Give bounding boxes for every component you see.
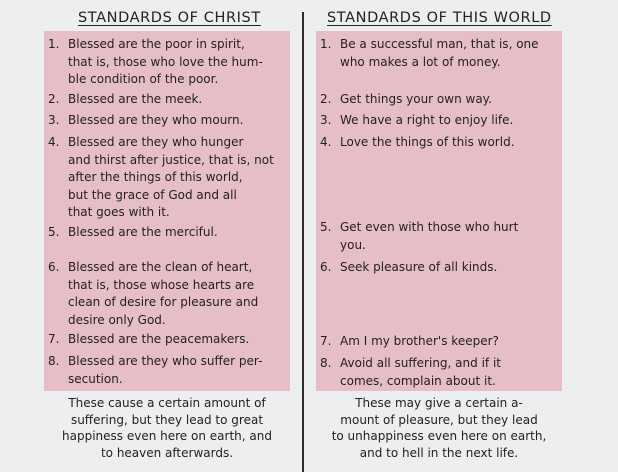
item-text-line: Be a successful man, that is, one [340, 37, 539, 51]
footer-line: These cause a certain amount of [68, 396, 266, 410]
item-number: 7. [320, 334, 332, 348]
item-number: 5. [320, 220, 332, 234]
item-text-line: Avoid all suffering, and if it [340, 356, 501, 370]
item-text-line: Seek pleasure of all kinds. [340, 260, 498, 274]
item-text-line: ble condition of the poor. [68, 72, 219, 86]
item-text-line: Get even with those who hurt [340, 220, 519, 234]
list-item [320, 91, 492, 109]
list-item [320, 333, 499, 351]
item-number: 3. [320, 113, 332, 127]
item-text-line: Blessed are the meek. [68, 92, 203, 106]
item-number: 2. [320, 92, 332, 106]
footer-line: happiness even here on earth, and [62, 429, 272, 443]
list-item [320, 355, 501, 390]
item-number: 4. [320, 135, 332, 149]
item-text-line: Blessed are they who hunger [68, 135, 244, 149]
item-text-line: clean of desire for pleasure and [68, 295, 259, 309]
list-item [48, 91, 202, 109]
list-item [320, 36, 539, 71]
item-text-line: Blessed are the merciful. [68, 225, 218, 239]
footer-line: to unhappiness even here on earth, [331, 429, 547, 443]
footer-line: suffering, but they lead to great [70, 412, 264, 427]
item-text-line: after the things of this world, [68, 170, 243, 184]
list-item [320, 112, 513, 130]
list-item [48, 224, 218, 242]
item-text-line: Am I my brother's keeper? [340, 334, 499, 348]
item-number: 6. [48, 260, 60, 274]
item-text-line: that is, those whose hearts are [68, 277, 255, 292]
item-number: 1. [48, 37, 60, 51]
item-text-line: desire only God. [68, 312, 166, 327]
list-item [48, 353, 262, 388]
item-number: 3. [48, 113, 60, 127]
item-text-line: but the grace of God and all [68, 187, 237, 202]
item-text-line: We have a right to enjoy life. [340, 113, 514, 127]
item-text-line: Blessed are the peacemakers. [68, 332, 250, 346]
item-text-line: that goes with it. [68, 205, 170, 219]
footer-line: These may give a certain a- [355, 396, 523, 410]
column-divider [302, 12, 304, 472]
list-item [48, 331, 249, 349]
item-text-line: secution. [68, 371, 123, 386]
item-number: 6. [320, 260, 332, 274]
right-footer-summary [316, 395, 562, 461]
item-text-line: Blessed are the clean of heart, [68, 260, 253, 274]
item-text-line: Blessed are the poor in spirit, [68, 37, 245, 51]
item-number: 8. [320, 356, 332, 370]
list-item [320, 134, 515, 152]
list-item [48, 36, 263, 89]
item-text-line: you. [340, 237, 366, 252]
item-number: 5. [48, 225, 60, 239]
item-text-line: who makes a lot of money. [340, 54, 501, 69]
item-text-line: Love the things of this world. [340, 135, 515, 149]
item-text-line: Get things your own way. [340, 92, 492, 106]
item-text-line: and thirst after justice, that is, not [68, 152, 274, 167]
footer-line: to heaven afterwards. [100, 445, 234, 460]
list-item [320, 219, 518, 254]
footer-line: and to hell in the next life. [359, 445, 519, 460]
item-text-line: Blessed are they who suffer per- [68, 354, 263, 368]
item-text-line: comes, complain about it. [340, 373, 496, 388]
list-item [48, 259, 258, 329]
left-column-header: STANDARDS OF CHRIST [78, 10, 261, 26]
item-number: 8. [48, 354, 60, 368]
right-column-header: STANDARDS OF THIS WORLD [327, 10, 552, 26]
item-number: 1. [320, 37, 332, 51]
list-item [320, 259, 497, 277]
item-text-line: that is, those who love the hum- [68, 54, 263, 69]
item-number: 4. [48, 135, 60, 149]
list-item [48, 112, 243, 130]
footer-line: mount of pleasure, but they lead [340, 412, 538, 427]
item-number: 2. [48, 92, 60, 106]
list-item [48, 134, 274, 222]
left-footer-summary [44, 395, 290, 461]
item-number: 7. [48, 332, 60, 346]
item-text-line: Blessed are they who mourn. [68, 113, 244, 127]
